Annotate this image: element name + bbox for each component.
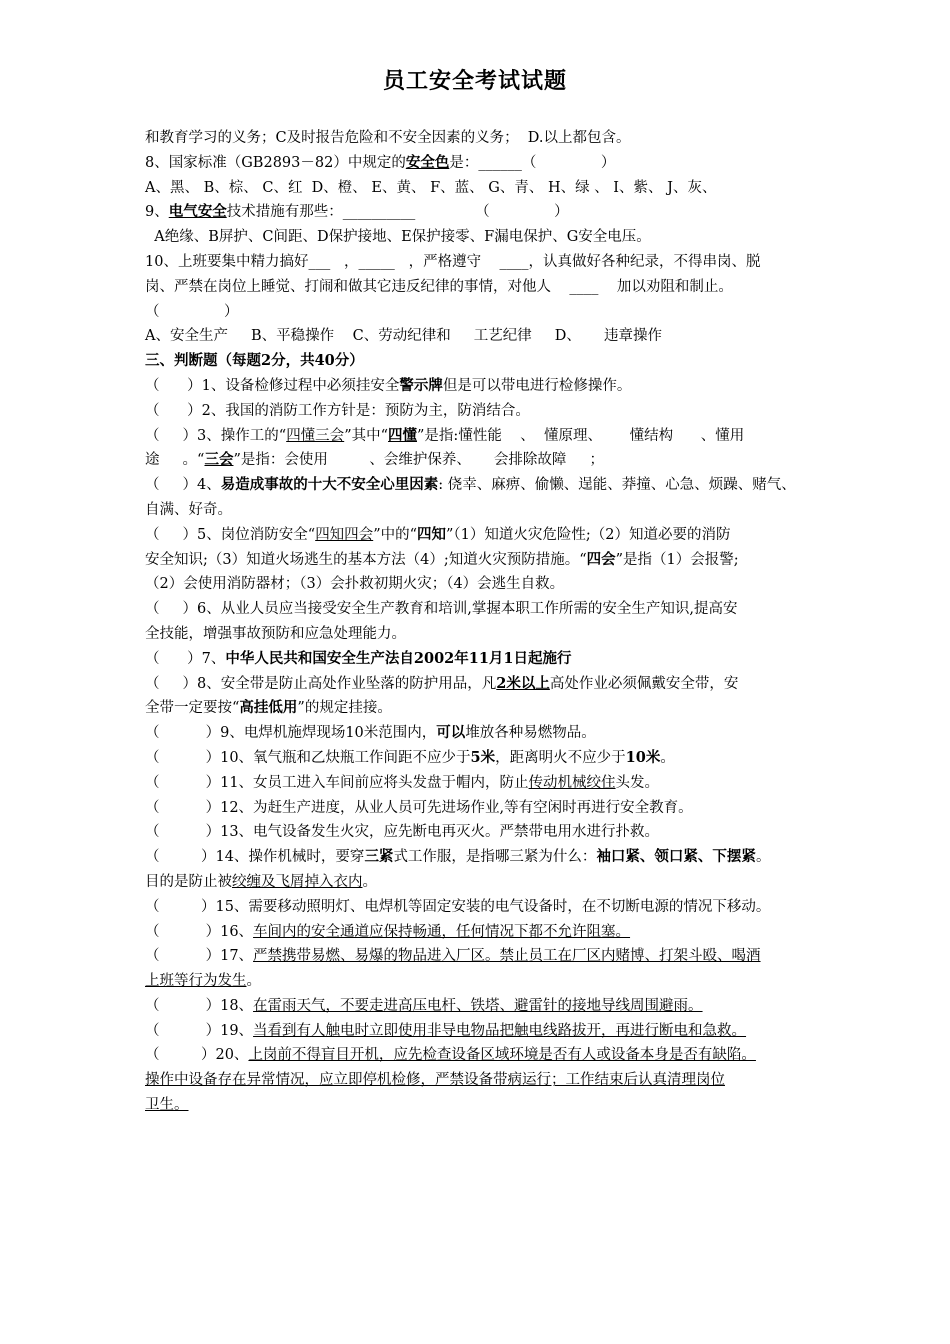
judge-17-cont [145,969,815,994]
j5-text: 安全知识;（3）知道火场逃生的基本方法（4）;知道火灾预防措施。“ [145,551,587,568]
judge-4-cont: 自满、好奇。 [145,501,232,518]
j10-text: ，距离明火不应少于 [495,749,626,766]
j17-text: （ ）17、 [145,948,254,965]
question-8-options: A、黑、 B、棕、 C、红 D、橙、 E、黄、 F、蓝、 G、青、 H、绿 、 I、紫、 J、灰、 [145,179,717,196]
j4-text: : 侥幸、麻痹、偷懒、逞能、莽撞、心急、烦躁、赌气、 [438,477,796,494]
j19-keyword: 当看到有人触电时立即使用非导电物品把触电线路拔开，再进行断电和急救。 [253,1022,747,1039]
j14-text: 。 [362,873,377,890]
question-10-line2: 岗、严禁在岗位上睡觉、打闹和做其它违反纪律的事情，对他人 ____ 加以劝阻和制止。 [145,278,733,295]
judge-3-cont [145,448,815,473]
j3-text: ”是指：会使用 、会维护保养、 会排除故障 ； [233,452,604,469]
judge-5-cont: （2）会使用消防器材；（3）会扑救初期火灾；（4）会逃生自救。 [145,576,565,593]
judge-12: （ ）12、为赶生产进度，从业人员可先进场作业,等有空闲时再进行安全教育。 [145,799,693,816]
j1-keyword: 警示牌 [399,376,443,394]
judge-19 [145,1019,815,1044]
j8-text: 全带一定要按“ [145,700,240,717]
j10-keyword: 10米 [625,748,661,766]
judge-17 [145,944,815,969]
j5-keyword: 四知四会 [315,526,374,543]
j3-text: 途 。“ [145,452,205,469]
j17-keyword: 上班等行为发生 [145,973,247,990]
question-9 [145,200,815,225]
q9-keyword: 电气安全 [168,203,227,221]
j3-text: （ ）3、操作工的“ [145,427,287,444]
j17-keyword: 严禁携带易燃、易爆的物品进入厂区。禁止员工在厂区内赌博、打架斗殴、喝酒 [253,948,761,965]
j10-text: 。 [660,749,675,766]
j10-text: （ ）10、氧气瓶和乙炔瓶工作间距不应少于 [145,749,471,766]
j19-text: （ ）19、 [145,1022,254,1039]
judge-11 [145,771,815,796]
j9-text: （ ）9、电焊机施焊现场10米范围内， [145,725,437,742]
judge-13: （ ）13、电气设备发生火灾，应先断电再灭火。严禁带电用水进行扑救。 [145,824,660,841]
q9-blank: __________ [342,204,416,221]
j11-keyword: 传动机械绞住 [528,774,616,791]
j3-keyword: 三会 [204,451,234,469]
j8-keyword: 高挂低用 [239,699,298,717]
q9-text: 9、 [145,204,169,221]
j1-text: （ ）1、设备检修过程中必须挂安全 [145,377,400,394]
judge-18 [145,994,815,1019]
j1-text: 但是可以带电进行检修操作。 [442,377,632,394]
j14-text: 目的是防止被 [145,873,232,890]
j16-keyword: 车间内的安全通道应保持畅通，任何情况下都不允许阻塞。 [253,923,631,940]
j7-text: （ ）7、 [145,650,226,667]
judge-16 [145,920,815,945]
j20-text: （ ）20、 [145,1047,249,1064]
judge-6: （ ）6、从业人员应当接受安全生产教育和培训,掌握本职工作所需的安全生产知识,提高安 [145,601,738,618]
j11-text: 头发。 [615,774,660,791]
judge-14 [145,845,815,870]
j3-keyword: 四懂 [388,426,418,444]
judge-20-cont [145,1093,815,1118]
judge-8 [145,672,815,697]
judge-5 [145,523,815,548]
j14-text: （ ）14、操作机械时，要穿 [145,849,365,866]
j5-text: ”中的“ [373,526,418,543]
judge-5-cont [145,548,815,573]
q9-text: 技术措施有那些： [226,204,343,221]
judge-20-cont [145,1068,815,1093]
j8-text: 高处作业必须佩戴安全带，安 [549,675,739,692]
q8-answer-paren: （ ） [521,154,616,171]
q8-blank: ______ [478,154,522,171]
q8-text: 是： [449,154,479,171]
judge-2: （ ）2、我国的消防工作方针是：预防为主，防消结合。 [145,402,530,419]
judge-3 [145,424,815,449]
j18-keyword: 在雷雨天气，不要走进高压电杆、铁塔、避雷针的接地导线周围避雨。 [253,997,703,1014]
j14-keyword: 三紧 [364,848,394,866]
section-heading: 三、判断题（每题2分，共40分） [145,352,364,370]
question-9-options: A绝缘、B屏护、C间距、D保护接地、E保护接零、F漏电保护、G安全电压。 [145,229,651,246]
j8-text: （ ）8、安全带是防止高处作业坠落的防护用品，凡 [145,675,497,692]
j9-text: 堆放各种易燃物品。 [465,725,596,742]
judge-20 [145,1043,815,1068]
j14-text: 式工作服，是指哪三紧为什么： [393,849,597,866]
j4-keyword: 易造成事故的十大不安全心里因素 [220,476,439,494]
j11-text: （ ）11、女员工进入车间前应将头发盘于帽内，防止 [145,774,529,791]
j5-text: ”是指（1）会报警; [615,551,739,568]
j3-keyword: 四懂三会 [286,427,345,444]
question-8 [145,151,815,176]
text-line: 和教育学习的义务；C及时报告危险和不安全因素的义务； D.以上都包含。 [145,130,631,146]
j9-keyword: 可以 [436,724,466,742]
judge-15: （ ）15、需要移动照明灯、电焊机等固定安装的电气设备时，在不切断电源的情况下移动。 [145,898,771,915]
j20-keyword: 卫生。 [145,1097,189,1114]
judge-8-cont [145,696,815,721]
j14-keyword: 袖口紧、领口紧、下摆紧 [596,848,756,866]
j16-text: （ ）16、 [145,923,254,940]
j14-text: 。 [755,849,771,866]
j3-text: ”其中“ [344,427,389,444]
q8-keyword: 安全色 [405,153,450,171]
exam-content [145,126,815,1118]
question-10-line1: 10、上班要集中精力搞好___ ，_____ ，严格遵守 ____，认真做好各种纪录，不得串岗、脱 [145,253,761,270]
question-10-options: A、安全生产 B、平稳操作 C、劳动纪律和 工艺纪律 D、 违章操作 [145,328,662,345]
j3-text: ”是指:懂性能 、 懂原理、 懂结构 、懂用 [417,427,745,444]
page-title: 员工安全考试试题 [382,68,567,94]
j17-text: 。 [246,973,261,990]
j8-keyword: 2米以上 [496,674,550,692]
j18-text: （ ）18、 [145,997,254,1014]
judge-7 [145,647,815,672]
judge-14-cont [145,870,815,895]
j8-text: ”的规定挂接。 [297,700,392,717]
j4-text: （ ）4、 [145,477,221,494]
judge-4 [145,473,815,498]
judge-9 [145,721,815,746]
judge-1 [145,374,815,399]
judge-10 [145,746,815,771]
question-10-line3: （ ） [145,303,239,320]
j14-keyword: 绞缠及飞屑掉入衣内 [232,873,363,890]
j5-keyword: 四知 [417,525,447,543]
q8-text: 8、国家标准（GB2893－82）中规定的 [145,154,406,171]
judge-6-cont: 全技能，增强事故预防和应急处理能力。 [145,625,406,642]
j7-keyword: 中华人民共和国安全生产法自2002年11月1日起施行 [225,649,572,667]
j5-text: （ ）5、岗位消防安全“ [145,526,316,543]
j10-keyword: 5米 [470,748,496,766]
j20-keyword: 操作中设备存在异常情况，应立即停机检修，严禁设备带病运行；工作结束后认真清理岗位 [145,1072,725,1089]
q9-answer-paren: （ ） [415,204,569,221]
j5-keyword: 四会 [586,550,616,568]
j5-text: ”（1）知道火灾危险性;（2）知道必要的消防 [446,526,731,543]
j20-keyword: 上岗前不得盲目开机，应先检查设备区域环境是否有人或设备本身是否有缺陷。 [248,1047,756,1064]
